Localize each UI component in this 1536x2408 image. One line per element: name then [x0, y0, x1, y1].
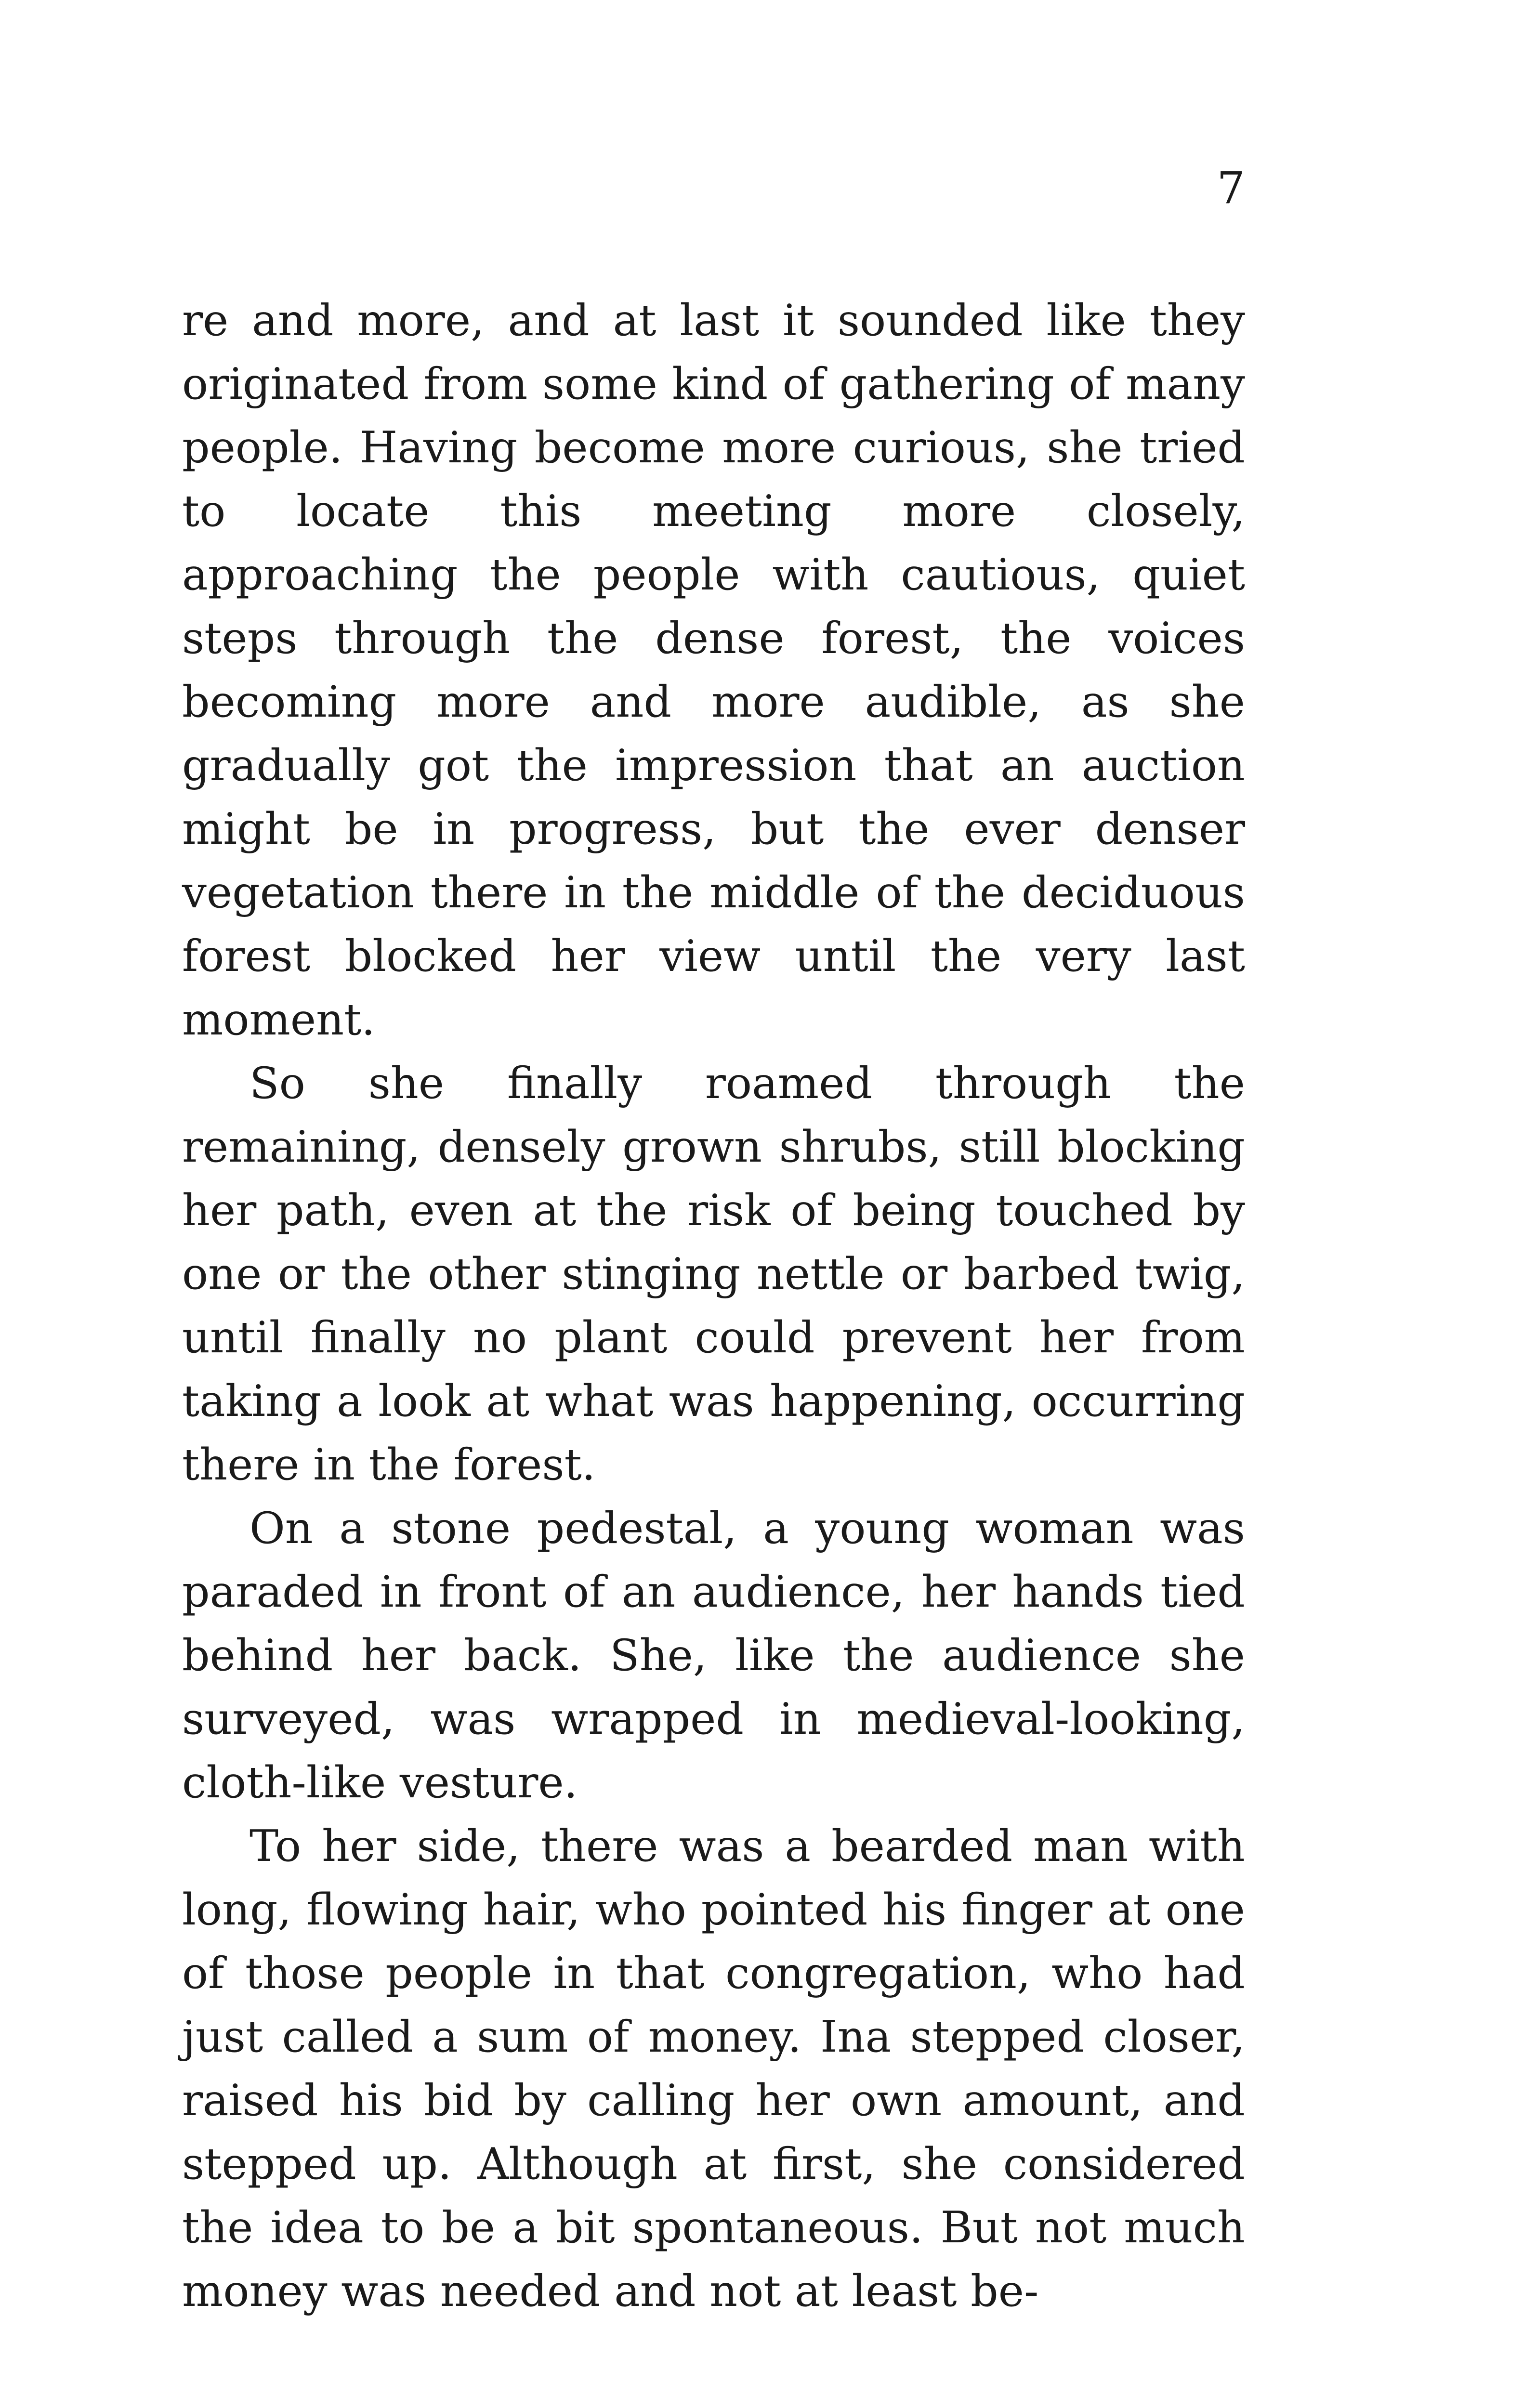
- page-number: 7: [1217, 162, 1245, 214]
- body-text: [182, 289, 1245, 2323]
- paragraph: To her side, there was a bearded man with long, flowing hair, who pointed his finger at one of those people in that congregation, who had just called a sum of money. Ina stepped closer, raised his bid by calling her own amount, and stepped up. Although at first, she considered the idea to be a bit spontaneous. But not much money was needed and not at least be-: [182, 1821, 1245, 2316]
- paragraph: re and more, and at last it sounded like they originated from some kind of gathering of many people. Having become more curious, she tried to locate this meeting more closely, approaching the people with cautious, quiet steps through the dense forest, the voices becoming more and more audible, as she gradually got the impression that an auction might be in progress, but the ever denser vegetation there in the middle of the deciduous forest blocked her view until the very last moment.: [182, 295, 1245, 1045]
- paragraph: On a stone pedestal, a young woman was paraded in front of an audience, her hands tied behind her back. She, like the audience she surveyed, was wrapped in medieval-looking, cloth-like vesture.: [182, 1503, 1245, 1808]
- paragraph: So she finally roamed through the remaining, densely grown shrubs, still blocking her path, even at the risk of being touched by one or the other stinging nettle or barbed twig, until finally no plant could prevent her from taking a look at what was happening, occurring there in the forest.: [182, 1058, 1245, 1490]
